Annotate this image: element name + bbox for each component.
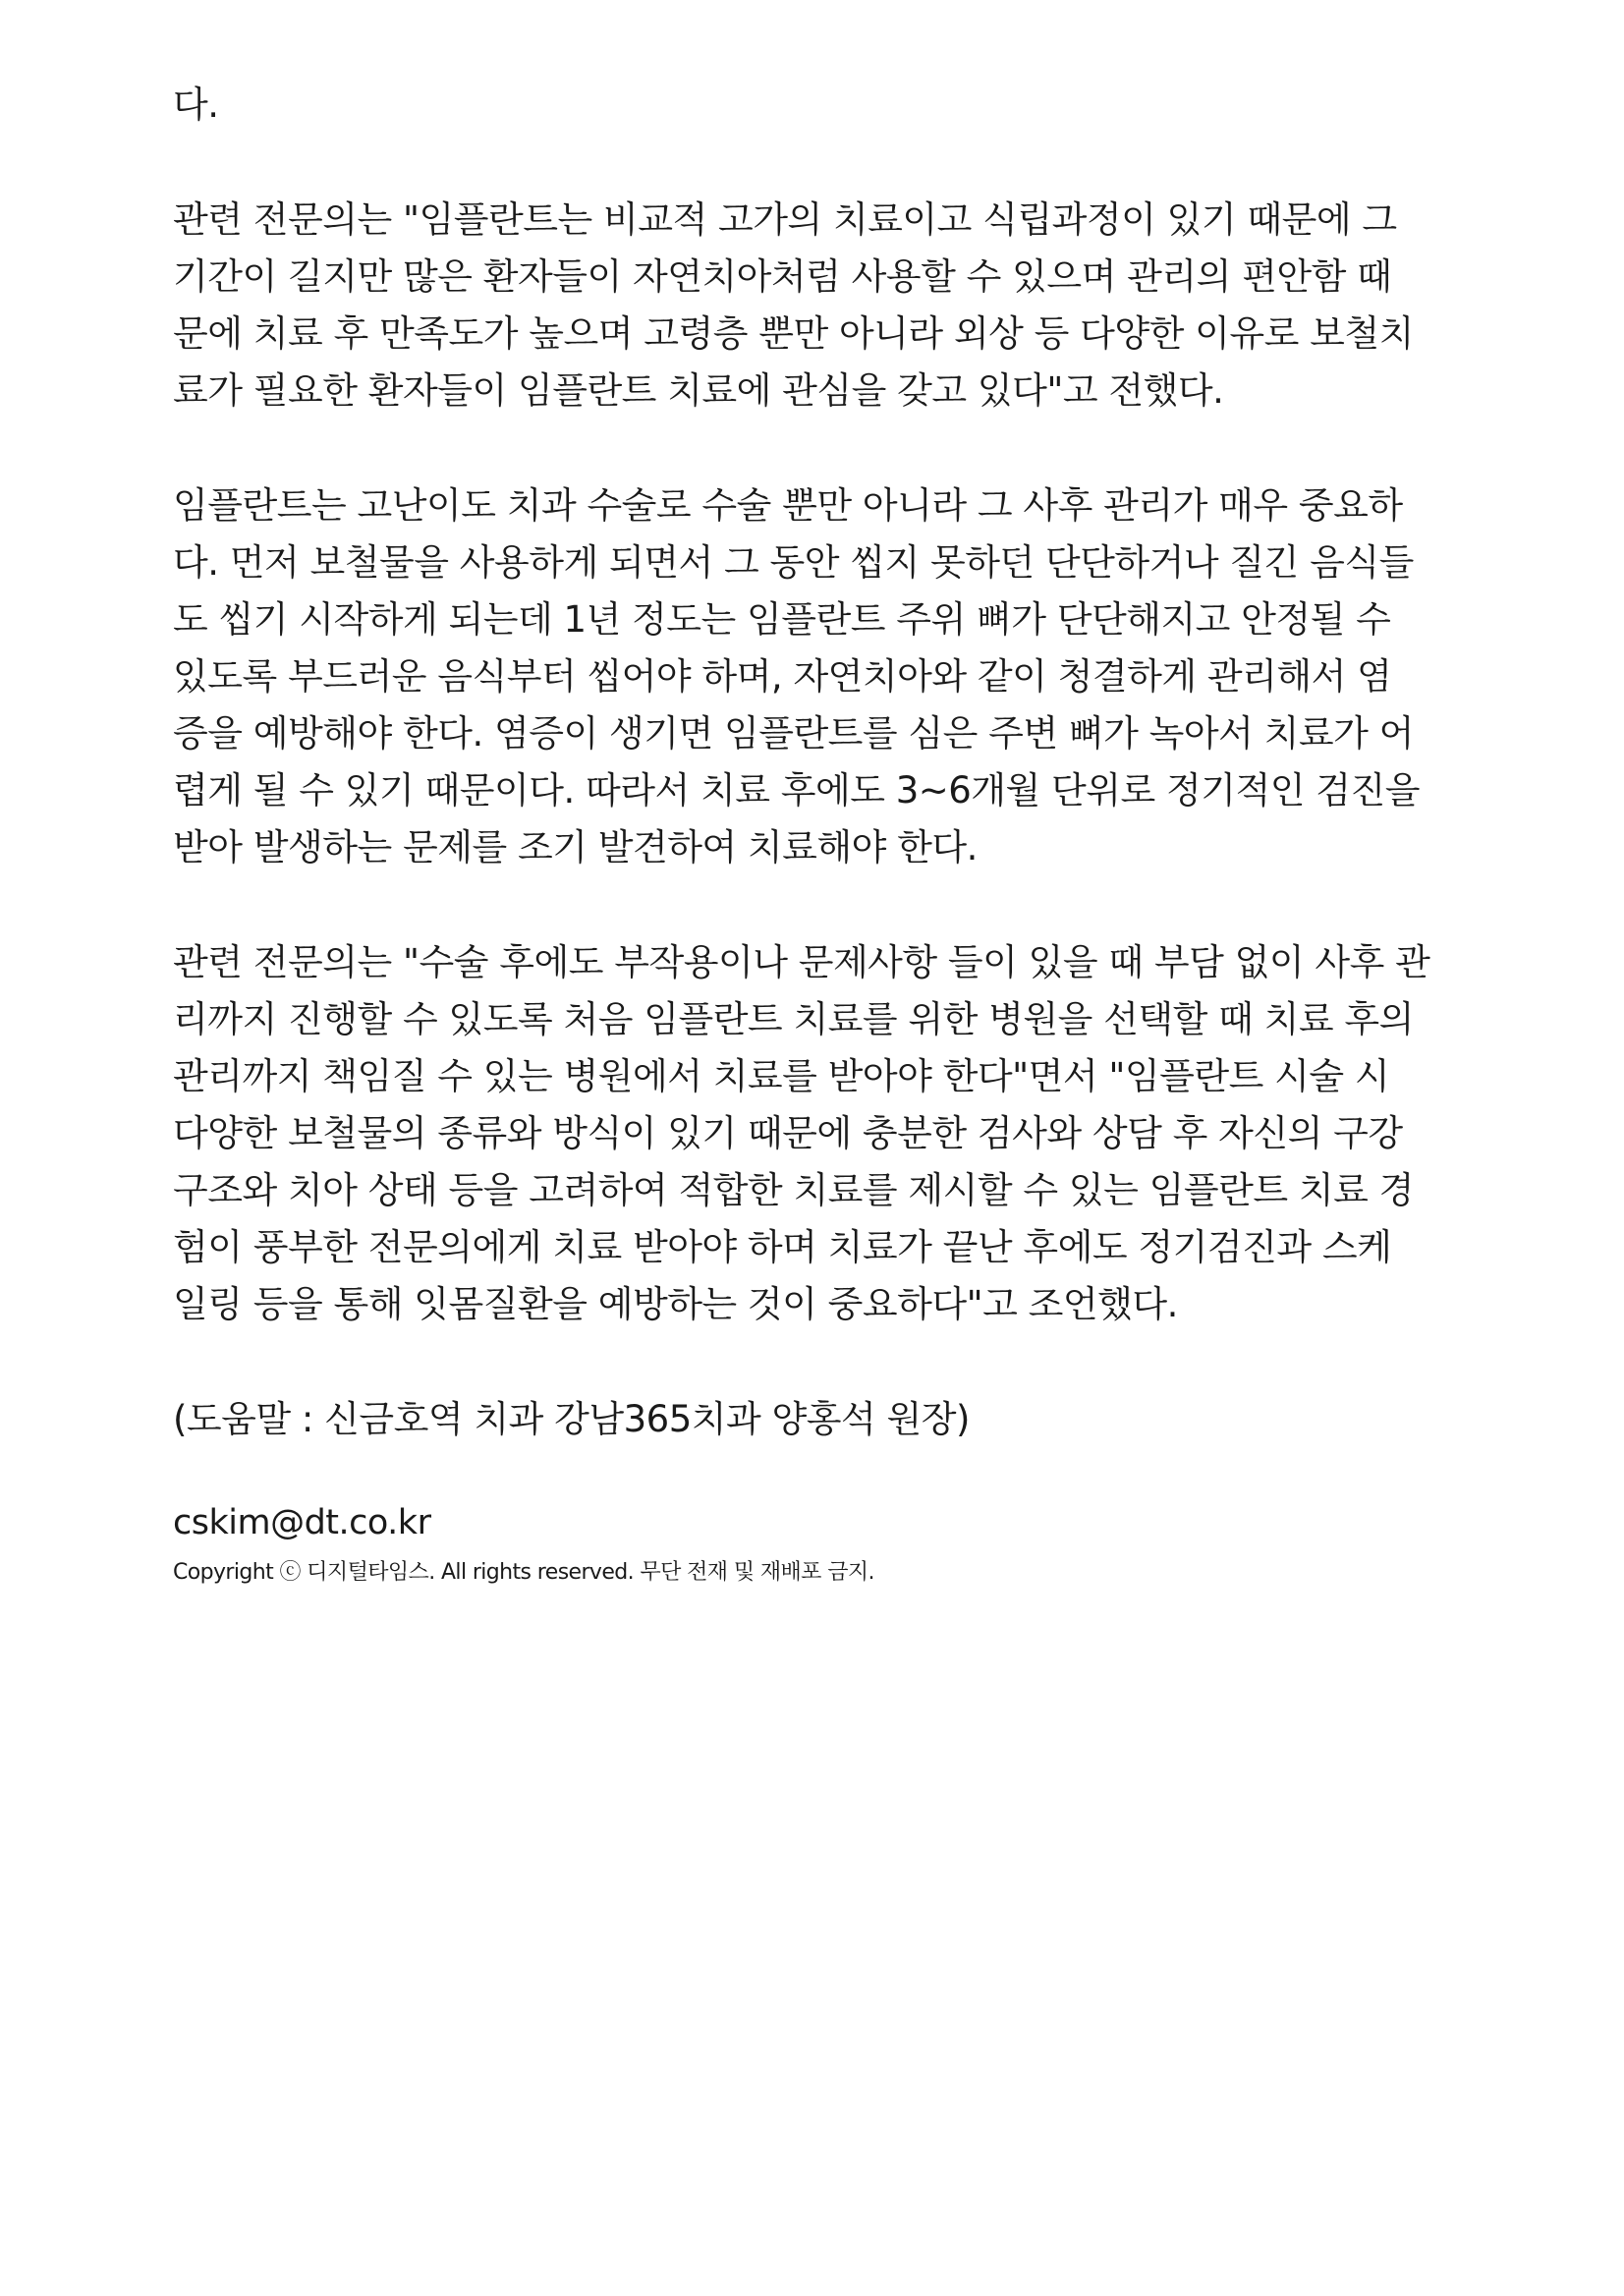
- article-body: [173, 77, 1470, 1590]
- text-line: 관리까지 책임질 수 있는 병원에서 치료를 받아야 한다"면서 "임플란트 시술 시: [173, 1055, 1390, 1097]
- text-line: 있도록 부드러운 음식부터 씹어야 하며, 자연치아와 같이 청결하게 관리해서 염: [173, 655, 1392, 698]
- reporter-email[interactable]: cskim@dt.co.kr: [173, 1503, 431, 1542]
- text-line: 받아 발생하는 문제를 조기 발견하여 치료해야 한다.: [173, 826, 978, 868]
- text-line: (도움말 : 신금호역 치과 강남365치과 양홍석 원장): [173, 1398, 970, 1440]
- paragraph-4: [173, 934, 1470, 1333]
- source-credit: [173, 1391, 1470, 1448]
- copyright-notice: Copyright ⓒ 디지털타임스. All rights reserved. 무단 전재 및 재배포 금지.: [173, 1560, 874, 1585]
- text-line: 관련 전문의는 "수술 후에도 부작용이나 문제사항 들이 있을 때 부담 없이 사후 관: [173, 941, 1430, 983]
- text-line: 임플란트는 고난이도 치과 수술로 수술 뿐만 아니라 그 사후 관리가 매우 중요하: [173, 484, 1403, 527]
- text-line: 리까지 진행할 수 있도록 처음 임플란트 치료를 위한 병원을 선택할 때 치료 후의: [173, 998, 1414, 1040]
- text-line: 기간이 길지만 많은 환자들이 자연치아처럼 사용할 수 있으며 관리의 편안함 때: [173, 255, 1392, 298]
- text-line: 증을 예방해야 한다. 염증이 생기면 임플란트를 심은 주변 뼈가 녹아서 치료가 어: [173, 712, 1414, 755]
- text-line: 다양한 보철물의 종류와 방식이 있기 때문에 충분한 검사와 상담 후 자신의 구강: [173, 1112, 1403, 1154]
- paragraph-1: [173, 77, 1470, 134]
- text-line: 도 씹기 시작하게 되는데 1년 정도는 임플란트 주위 뼈가 단단해지고 안정될 수: [173, 598, 1391, 641]
- text-line: 관련 전문의는 "임플란트는 비교적 고가의 치료이고 식립과정이 있기 때문에 그: [173, 198, 1397, 241]
- text-line: 료가 필요한 환자들이 임플란트 치료에 관심을 갖고 있다"고 전했다.: [173, 369, 1224, 412]
- text-line: 구조와 치아 상태 등을 고려하여 적합한 치료를 제시할 수 있는 임플란트 치료 경: [173, 1169, 1414, 1211]
- paragraph-2: [173, 192, 1470, 420]
- text-line: 일링 등을 통해 잇몸질환을 예방하는 것이 중요하다"고 조언했다.: [173, 1283, 1178, 1325]
- text-line: 렵게 될 수 있기 때문이다. 따라서 치료 후에도 3~6개월 단위로 정기적인 검진을: [173, 769, 1420, 812]
- text-line: 험이 풍부한 전문의에게 치료 받아야 하며 치료가 끝난 후에도 정기검진과 스케: [173, 1226, 1392, 1268]
- paragraph-3: [173, 477, 1470, 876]
- text-line: 다. 먼저 보철물을 사용하게 되면서 그 동안 씹지 못하던 단단하거나 질긴 음식들: [173, 541, 1414, 584]
- text-line: 다.: [173, 84, 219, 126]
- text-line: 문에 치료 후 만족도가 높으며 고령층 뿐만 아니라 외상 등 다양한 이유로 보철치: [173, 312, 1414, 355]
